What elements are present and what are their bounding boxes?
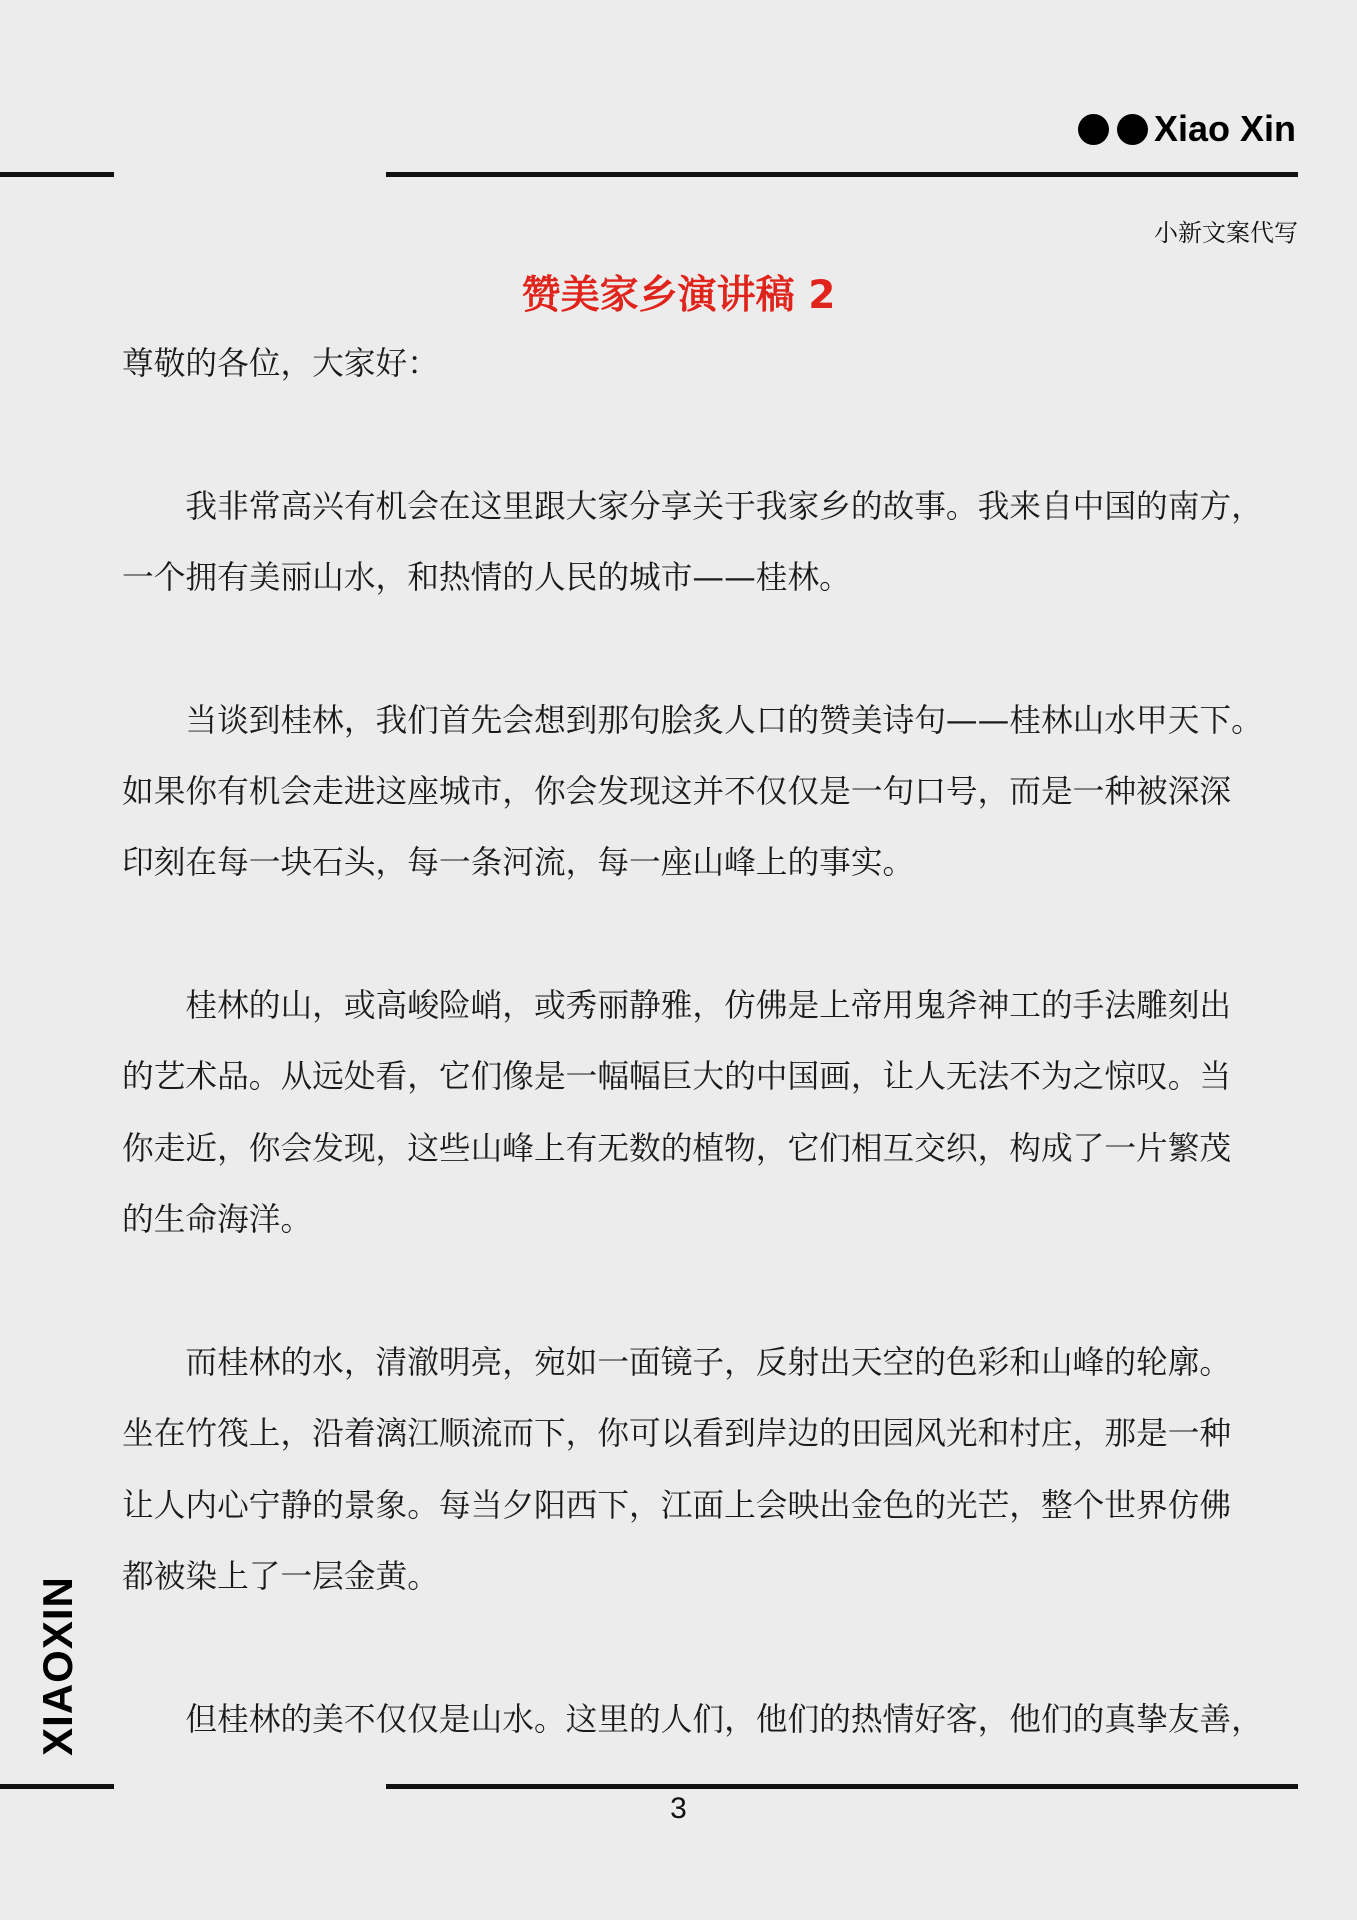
body-line: 都被染上了一层金黄。 [122,1558,439,1595]
body-line: 当谈到桂林，我们首先会想到那句脍炙人口的赞美诗句——桂林山水甲天下。 [185,702,1263,739]
body-line: 如果你有机会走进这座城市，你会发现这并不仅仅是一句口号，而是一种被深深 [122,774,1232,811]
paragraph [122,971,1272,1256]
body-line: 但桂林的美不仅仅是山水。这里的人们，他们的热情好客，他们的真挚友善， [185,1701,1263,1738]
side-vertical-label: XIAOXIN [33,1576,81,1756]
body-line: 一个拥有美丽山水，和热情的人民的城市——桂林。 [122,560,851,597]
body-line: 的生命海洋。 [122,1202,313,1239]
header-rule-left [0,172,114,177]
paragraph [122,1685,1272,1756]
paragraph [122,472,1272,615]
body-line: 桂林的山，或高峻险峭，或秀丽静雅，仿佛是上帝用鬼斧神工的手法雕刻出 [185,988,1232,1025]
header-tagline: 小新文案代写 [1154,219,1298,247]
logo-dot-icon [1078,114,1109,145]
body-line: 让人内心宁静的景象。每当夕阳西下，江面上会映出金色的光芒，整个世界仿佛 [122,1487,1232,1524]
body-line: 我非常高兴有机会在这里跟大家分享关于我家乡的故事。我来自中国的南方， [185,488,1263,525]
greeting-line: 尊敬的各位，大家好： [122,346,439,382]
document-title: 赞美家乡演讲稿 2 [521,273,836,318]
page-number: 3 [670,1792,687,1825]
paragraph [122,686,1272,900]
footer-rule-right [386,1784,1298,1789]
body-line: 的艺术品。从远处看，它们像是一幅幅巨大的中国画，让人无法不为之惊叹。当 [122,1059,1232,1096]
body-line: 印刻在每一块石头，每一条河流，每一座山峰上的事实。 [122,845,915,882]
logo-dot-icon [1117,114,1148,145]
body-line: 坐在竹筏上，沿着漓江顺流而下，你可以看到岸边的田园风光和村庄，那是一种 [122,1416,1232,1453]
brand-name: Xiao Xin [1153,108,1296,149]
paragraph [122,1328,1272,1613]
brand-logo [1078,108,1296,150]
body-line: 你走近，你会发现，这些山峰上有无数的植物，它们相互交织，构成了一片繁茂 [122,1130,1232,1167]
document-body [122,329,1272,1756]
body-line: 而桂林的水，清澈明亮，宛如一面镜子，反射出天空的色彩和山峰的轮廓。 [185,1344,1232,1381]
footer-rule-left [0,1784,114,1789]
header-rule-right [386,172,1298,177]
